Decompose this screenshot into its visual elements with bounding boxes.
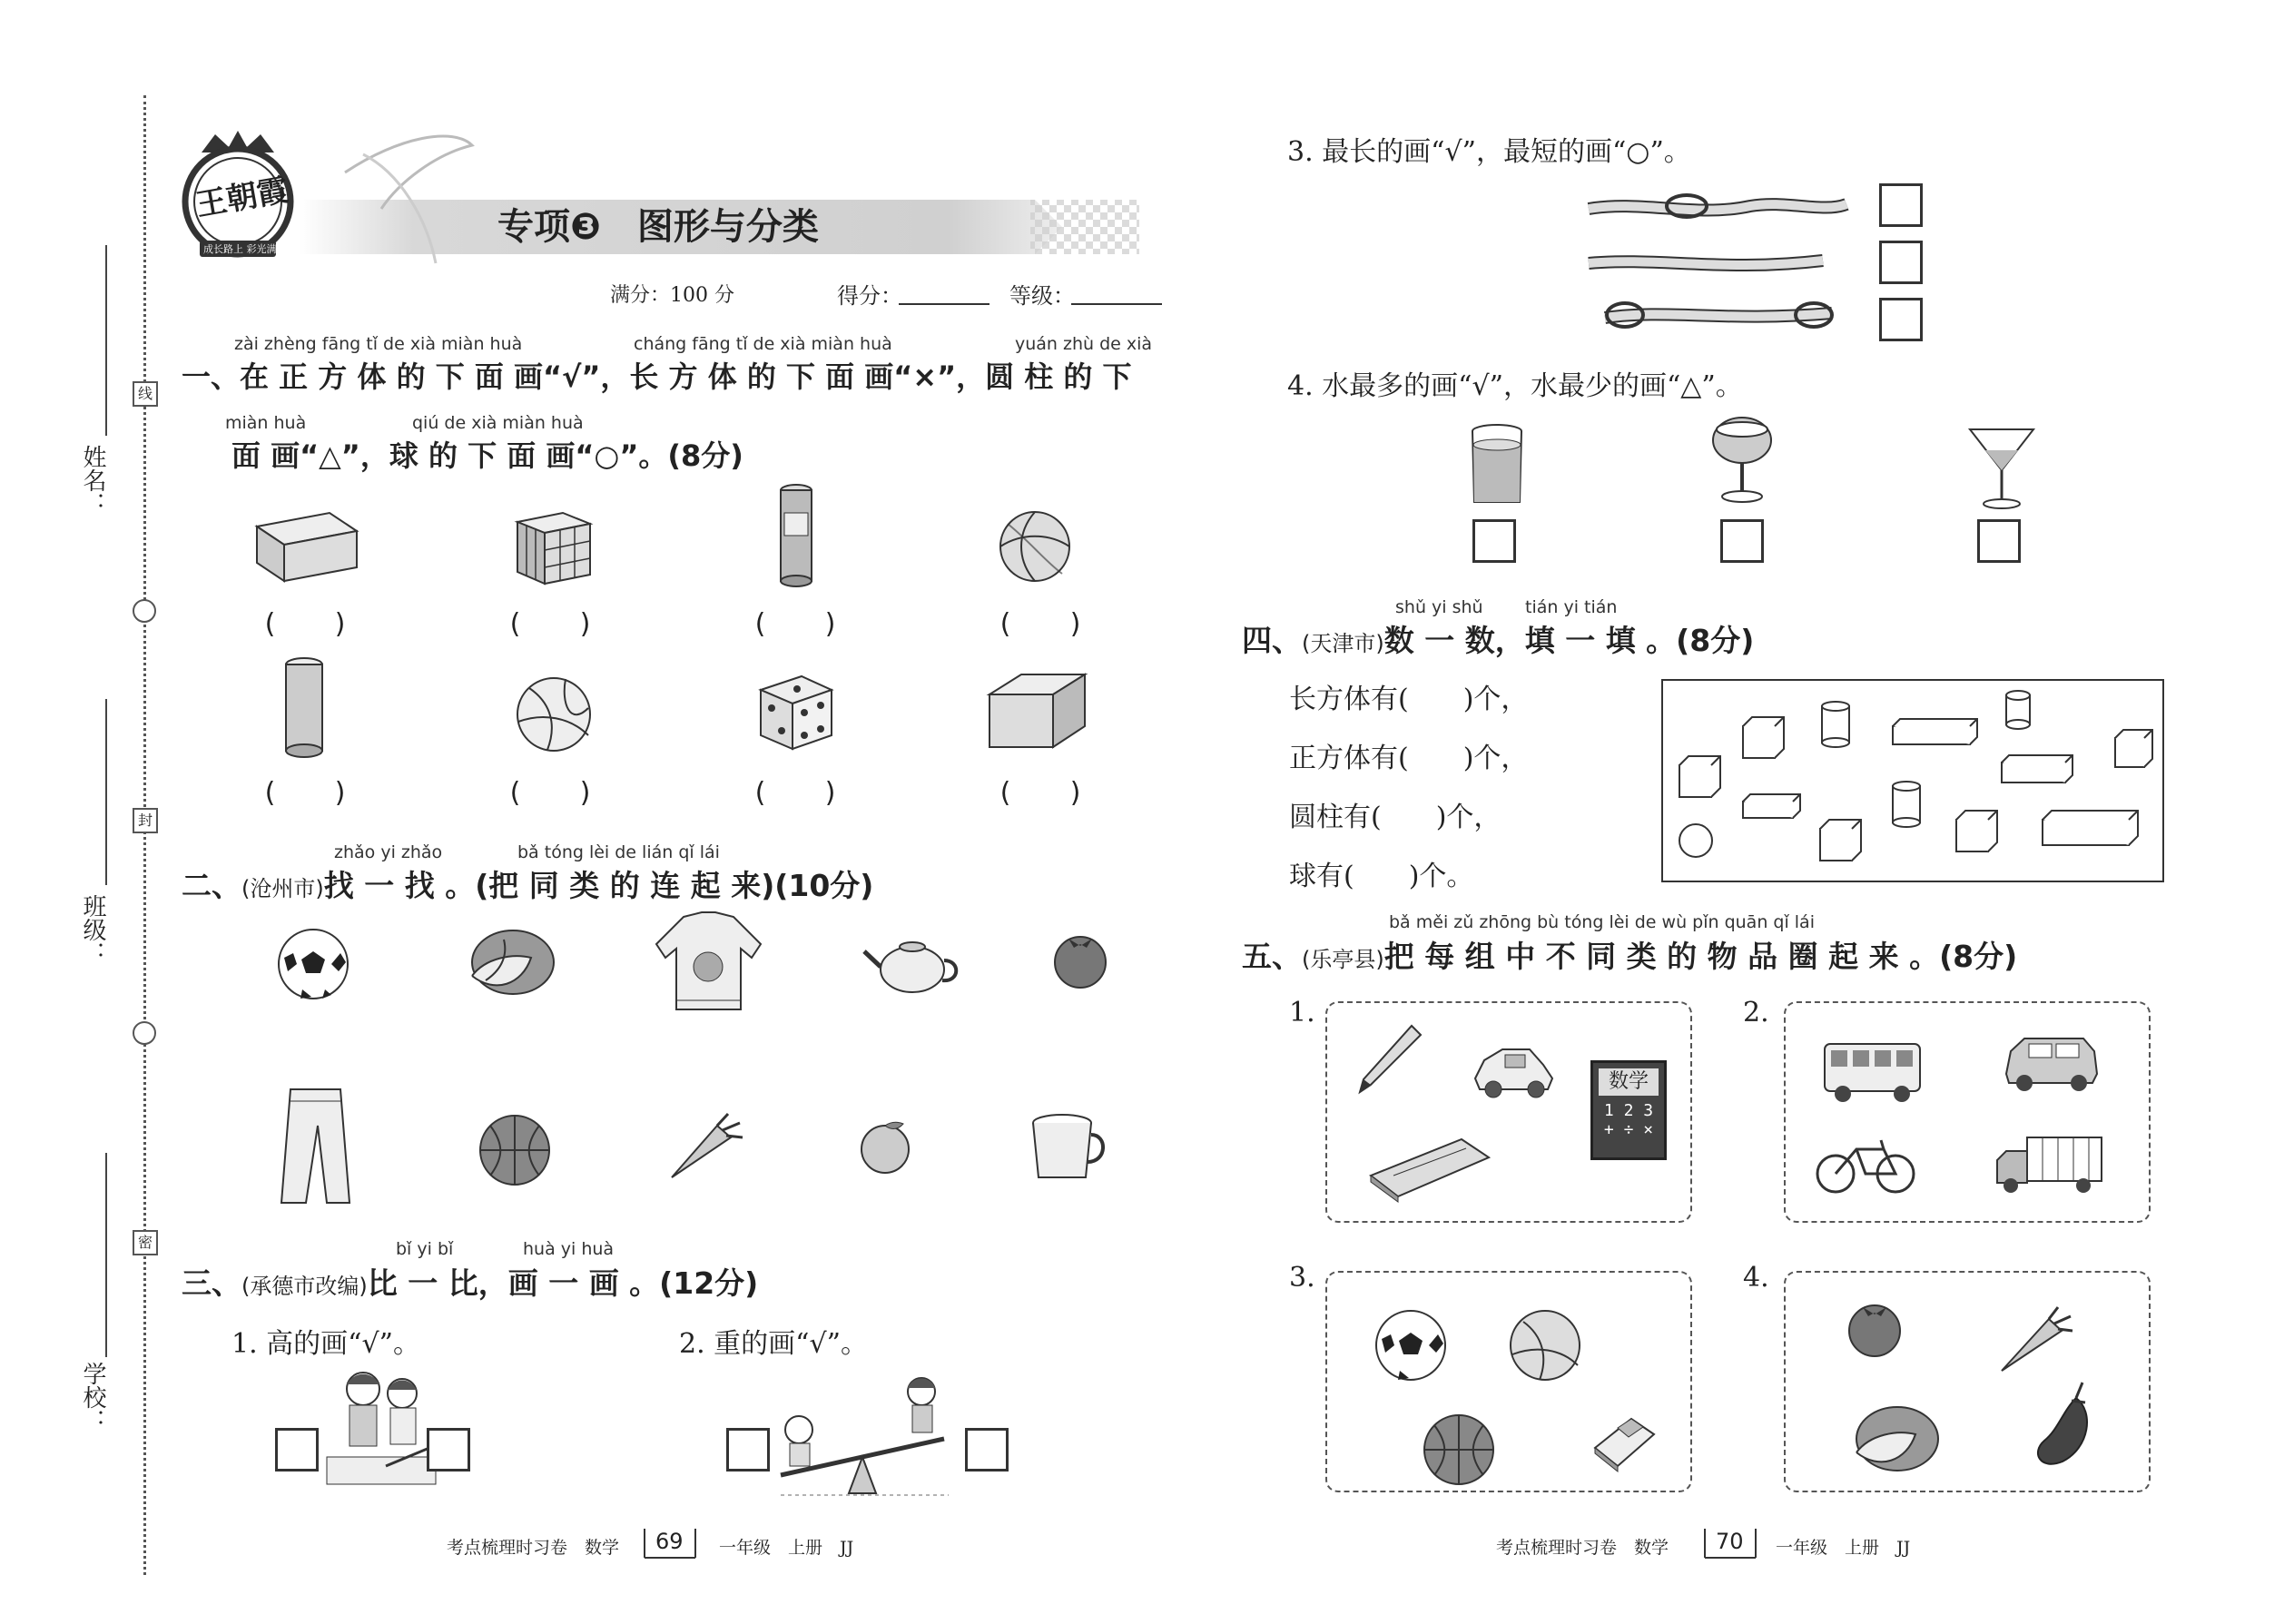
q1-pinyin: yuán zhù de xià	[1015, 334, 1153, 354]
ball-image	[994, 506, 1076, 587]
binding-dotted-line	[143, 95, 146, 1575]
trousers-image	[268, 1085, 359, 1212]
mug-image	[1026, 1112, 1108, 1185]
q3-number: 三、	[182, 1265, 241, 1301]
school-label: 学校：	[79, 1362, 106, 1432]
q1-pinyin: miàn huà	[225, 413, 307, 433]
eraser-image	[1590, 1412, 1659, 1475]
cylinder-can-image	[773, 481, 819, 590]
carrot-image	[663, 1112, 744, 1185]
q4-instruction	[1242, 617, 1754, 660]
q4-number: 四、	[1242, 623, 1302, 658]
bicycle-image	[1816, 1133, 1915, 1196]
cuboid-image	[985, 667, 1089, 753]
class-underline	[105, 699, 107, 885]
full-marks: 满分：100 分	[610, 284, 734, 307]
q5-instruction	[1242, 933, 2017, 976]
wine-glass-image	[1708, 413, 1777, 508]
q1-pinyin: cháng fāng tǐ de xià miàn huà	[634, 334, 892, 354]
binding-ring-icon	[133, 1021, 156, 1045]
grade-label: 等级：	[1009, 283, 1075, 309]
pencil-image	[1353, 1021, 1425, 1098]
toy-car-image	[1471, 1042, 1557, 1101]
q4-pinyin: tián yi tián	[1525, 597, 1618, 617]
page-number-bracket-icon	[643, 1525, 697, 1561]
volleyball-image	[1507, 1307, 1584, 1384]
name-underline	[105, 245, 107, 436]
footer-right-grade: 一年级 上册 JJ	[1776, 1538, 1911, 1558]
q4-cuboid-count[interactable]: 长方体有( )个，	[1289, 684, 1529, 715]
answer-box[interactable]	[275, 1428, 319, 1471]
q3-sub1: 1. 高的画“√”。	[231, 1328, 420, 1360]
name-label: 姓名：	[79, 445, 106, 516]
bus-image	[1820, 1039, 1925, 1107]
page-title: 专项❸ 图形与分类	[497, 206, 819, 248]
q3-instruction	[182, 1260, 758, 1303]
volleyball-image	[511, 672, 597, 758]
q3-pinyin: huà yi huà	[523, 1239, 615, 1259]
answer-paren[interactable]: ( )	[261, 608, 350, 640]
q5-text: 把 每 组 中 不 同 类 的 物 品 圈 起 来 。(8分)	[1383, 939, 2018, 974]
footer-left-text: 考点梳理时习卷 数学	[447, 1538, 620, 1558]
two-kids-height-image	[322, 1366, 440, 1489]
dice-cube-image	[752, 667, 838, 758]
answer-paren[interactable]: ( )	[752, 777, 840, 809]
tomato-image	[1049, 928, 1112, 991]
teapot-image	[862, 926, 962, 999]
q5-group2-number: 2.	[1743, 997, 1769, 1029]
glass-water-image	[1469, 422, 1525, 508]
q5-number: 五、	[1242, 939, 1302, 974]
truck-image	[1993, 1133, 2106, 1201]
q3-pinyin: bǐ yi bǐ	[396, 1239, 454, 1259]
q3-sub3: 3. 最长的画“√”，最短的画“○”。	[1287, 136, 1691, 168]
book-title: 数学	[1599, 1068, 1659, 1096]
cabbage-image	[458, 921, 558, 1003]
q3-sub2: 2. 重的画“√”。	[679, 1328, 868, 1360]
q2-pinyin: bǎ tóng lèi de lián qǐ lái	[517, 842, 720, 862]
q1-instruction: 一、在 正 方 体 的 下 面 画“√”，长 方 体 的 下 面 画“×”，圆 柱 的 下	[182, 359, 1132, 394]
q4-source: (天津市)	[1302, 631, 1384, 656]
answer-paren[interactable]: ( )	[507, 608, 595, 640]
q5-source: (乐亭县)	[1302, 947, 1384, 972]
soccer-ball-image	[275, 926, 352, 1003]
q1-pinyin: qiú de xià miàn huà	[412, 413, 584, 433]
tomato-image	[1843, 1296, 1906, 1360]
q2-instruction	[182, 862, 873, 905]
footer-right-text: 考点梳理时习卷 数学	[1496, 1538, 1669, 1558]
answer-paren[interactable]: ( )	[997, 777, 1085, 809]
q4-cylinder-count[interactable]: 圆柱有( )个，	[1289, 802, 1501, 833]
answer-paren[interactable]: ( )	[507, 777, 595, 809]
cabbage-image	[1843, 1398, 1943, 1480]
q4-cube-count[interactable]: 正方体有( )个，	[1289, 743, 1529, 774]
cube-shape-image	[508, 504, 599, 590]
school-underline	[105, 1153, 107, 1357]
answer-box[interactable]	[1879, 298, 1923, 341]
q3-text: 比 一 比，画 一 画 。(12分)	[367, 1265, 759, 1301]
answer-paren[interactable]: ( )	[261, 777, 350, 809]
book-line2: + ÷ ×	[1603, 1120, 1654, 1139]
q5-pinyin: bǎ měi zǔ zhōng bù tóng lèi de wù pǐn quān qǐ lái	[1389, 912, 1815, 932]
q3-sub4: 4. 水最多的画“√”，水最少的画“△”。	[1287, 370, 1743, 402]
ropes-length-image	[1587, 186, 1850, 340]
van-image	[2002, 1033, 2102, 1097]
eggplant-image	[2026, 1375, 2103, 1475]
footer-left-grade: 一年级 上册 JJ	[719, 1538, 854, 1558]
page-number-left: 69	[655, 1529, 684, 1554]
answer-box[interactable]	[1472, 519, 1516, 563]
seal-mark-feng: 封	[133, 808, 158, 833]
book-line1: 1 2 3	[1603, 1101, 1654, 1120]
answer-box[interactable]	[1977, 519, 2021, 563]
basketball-image	[1421, 1412, 1498, 1489]
q2-source: (沧州市)	[241, 876, 324, 901]
shapes-counting-box	[1661, 679, 2165, 883]
answer-box[interactable]	[1879, 241, 1923, 284]
cocktail-glass-image	[1965, 425, 2038, 511]
basketball-image	[477, 1112, 554, 1189]
q4-sphere-count[interactable]: 球有( )个。	[1289, 861, 1474, 892]
binding-ring-icon	[133, 599, 156, 623]
q5-group4-number: 4.	[1743, 1262, 1769, 1294]
box-shape-image	[252, 504, 361, 586]
q1-instruction-cont: 面 画“△”，球 的 下 面 画“○”。(8分)	[231, 438, 743, 473]
logo-text: 王朝霞	[192, 172, 291, 224]
score-label: 得分：	[837, 283, 902, 309]
q3-source: (承德市改编)	[241, 1274, 368, 1299]
sweater-image	[652, 908, 765, 1017]
q2-text: 找 一 找 。(把 同 类 的 连 起 来)(10分)	[323, 868, 874, 903]
answer-paren[interactable]: ( )	[752, 608, 840, 640]
answer-box[interactable]	[1879, 183, 1923, 227]
answer-box[interactable]	[726, 1428, 770, 1471]
q4-pinyin: shǔ yi shǔ	[1395, 597, 1483, 617]
seal-mark-xian: 线	[133, 381, 158, 407]
answer-paren[interactable]: ( )	[997, 608, 1085, 640]
answer-box[interactable]	[965, 1428, 1009, 1471]
logo-ribbon-text: 成长路上 彩光满天	[203, 243, 287, 255]
q1-pinyin: zài zhèng fāng tǐ de xià miàn huà	[234, 334, 523, 354]
pencil-case-image	[1366, 1135, 1493, 1203]
score-field[interactable]	[899, 303, 989, 305]
q2-number: 二、	[182, 868, 241, 903]
page-number-right: 70	[1716, 1529, 1744, 1554]
soccer-ball-image	[1373, 1307, 1450, 1384]
q2-pinyin: zhǎo yi zhǎo	[334, 842, 443, 862]
class-label: 班级：	[79, 894, 106, 965]
answer-box[interactable]	[427, 1428, 470, 1471]
peach-image	[853, 1115, 917, 1178]
page-number-bracket-icon	[1703, 1525, 1757, 1561]
q4-text: 数 一 数，填 一 填 。(8分)	[1383, 623, 1755, 658]
answer-box[interactable]	[1720, 519, 1764, 563]
q5-group1-number: 1.	[1289, 997, 1315, 1029]
cylinder-cup-image	[277, 654, 331, 763]
seal-mark-mi: 密	[133, 1230, 158, 1255]
grade-field[interactable]	[1071, 303, 1162, 305]
q5-group3-number: 3.	[1289, 1262, 1315, 1294]
math-book-image	[1590, 1060, 1667, 1160]
seesaw-kids-image	[772, 1375, 953, 1502]
carrot-image	[1993, 1305, 2074, 1378]
